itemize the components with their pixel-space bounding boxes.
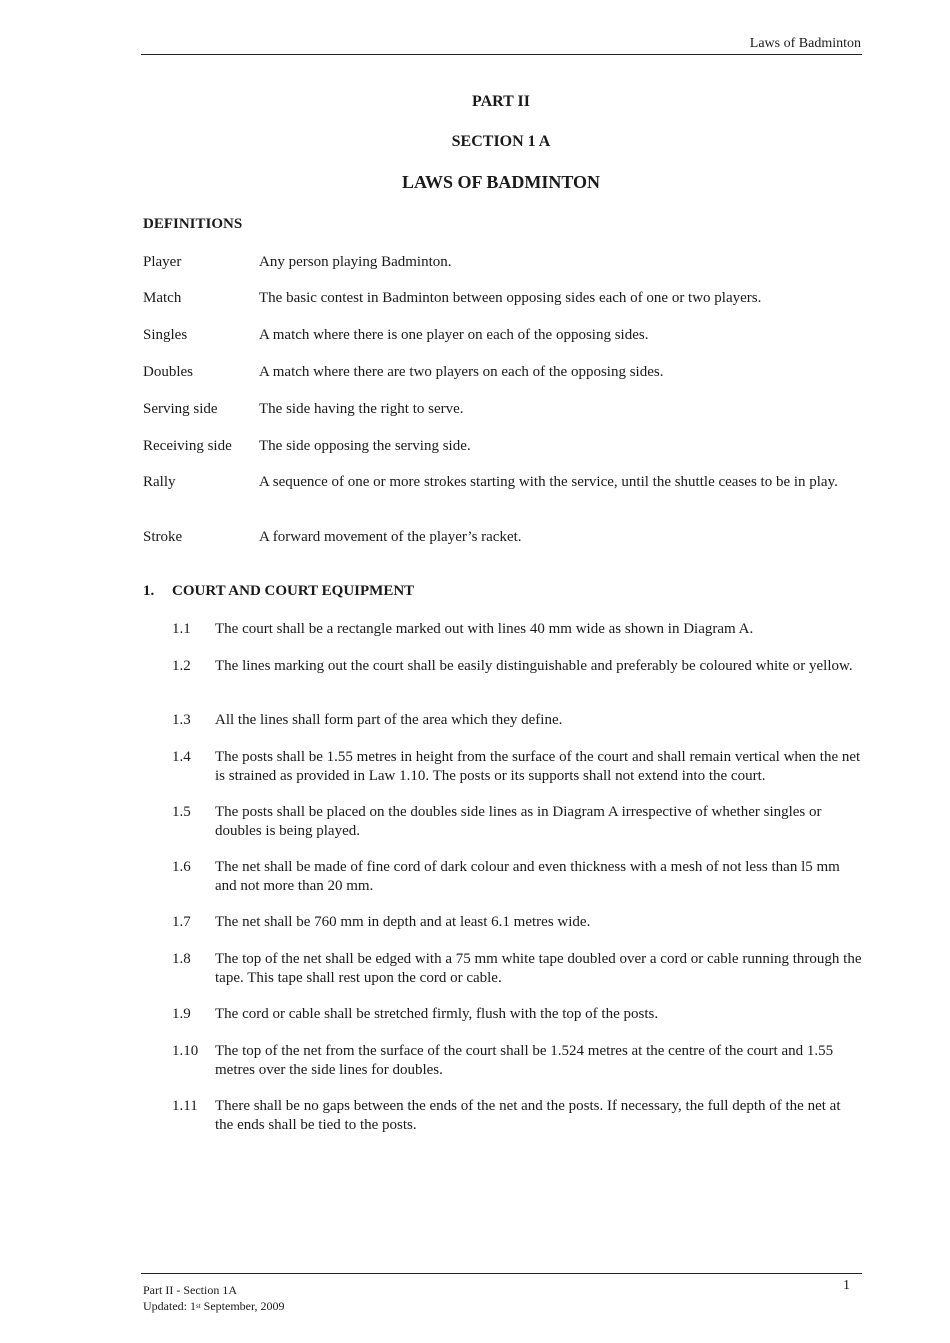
definition-term: Doubles [143, 364, 193, 380]
section-1-heading [143, 583, 414, 600]
law-number: 1.4 [172, 749, 191, 765]
law-text: All the lines shall form part of the area which they define. [215, 712, 563, 728]
definition-term: Receiving side [143, 438, 232, 454]
updated-date: September, 2009 [200, 1299, 285, 1313]
definition-term: Singles [143, 327, 188, 343]
definition-text: A forward movement of the player’s racket. [259, 529, 522, 545]
law-number: 1.10 [172, 1043, 199, 1059]
footer-section-label: Part II - Section 1A [143, 1283, 237, 1297]
law-text: The net shall be 760 mm in depth and at least 6.1 metres wide. [215, 914, 591, 930]
definition-term: Rally [143, 474, 176, 490]
definition-text: A sequence of one or more strokes starting with the service, until the shuttle ceases to be in play. [259, 474, 838, 490]
definition-text: A match where there are two players on each of the opposing sides. [259, 364, 664, 380]
updated-ordinal: st [196, 1302, 201, 1310]
definition-text: The basic contest in Badminton between opposing sides each of one or two players. [259, 290, 762, 306]
definition-term: Stroke [143, 529, 183, 545]
law-text: The net shall be made of fine cord of dark colour and even thickness with a mesh of not less than l5 mm and not more than 20 mm. [215, 859, 840, 894]
law-number: 1.2 [172, 658, 191, 674]
law-number: 1.1 [172, 621, 191, 637]
footer-info [143, 1282, 285, 1314]
section-title: COURT AND COURT EQUIPMENT [172, 583, 415, 599]
law-number: 1.11 [172, 1098, 198, 1114]
definition-text: A match where there is one player on each of the opposing sides. [259, 327, 649, 343]
law-number: 1.3 [172, 712, 191, 728]
law-number: 1.7 [172, 914, 191, 930]
definitions-heading: DEFINITIONS [143, 216, 243, 232]
law-text: The lines marking out the court shall be easily distinguishable and preferably be coloured white or yellow. [215, 658, 853, 674]
header-rule [141, 54, 862, 55]
law-number: 1.8 [172, 951, 191, 967]
law-text: The top of the net shall be edged with a 75 mm white tape doubled over a cord or cable running through the tape. This tape shall rest upon the cord or cable. [215, 951, 862, 986]
law-text: The posts shall be 1.55 metres in height from the surface of the court and shall remain vertical when the net is strained as provided in Law 1.10. The posts or its supports shall not extend into the court. [215, 749, 861, 784]
law-number: 1.5 [172, 804, 191, 820]
updated-prefix: Updated: 1 [143, 1299, 196, 1313]
footer-updated [143, 1298, 285, 1314]
footer-rule [141, 1273, 862, 1274]
law-number: 1.6 [172, 859, 191, 875]
definition-text: Any person playing Badminton. [259, 254, 452, 270]
definition-text: The side having the right to serve. [259, 401, 464, 417]
definition-term: Match [143, 290, 182, 306]
definition-term: Player [143, 254, 182, 270]
section-heading: SECTION 1 A [451, 133, 551, 150]
law-text: There shall be no gaps between the ends of the net and the posts. If necessary, the full depth of the net at the ends shall be tied to the posts. [215, 1098, 841, 1133]
definition-text: The side opposing the serving side. [259, 438, 471, 454]
section-number: 1. [143, 583, 155, 599]
definition-term: Serving side [143, 401, 218, 417]
part-heading: PART II [472, 93, 530, 110]
document-title: LAWS OF BADMINTON [401, 172, 601, 192]
law-text: The cord or cable shall be stretched firmly, flush with the top of the posts. [215, 1006, 659, 1022]
law-number: 1.9 [172, 1006, 191, 1022]
law-text: The court shall be a rectangle marked out with lines 40 mm wide as shown in Diagram A. [215, 621, 754, 637]
law-text: The posts shall be placed on the doubles side lines as in Diagram A irrespective of whether singles or doubles is being played. [215, 804, 822, 839]
law-text: The top of the net from the surface of the court shall be 1.524 metres at the centre of the court and 1.55 metres over the side lines for doubles. [215, 1043, 834, 1078]
running-header: Laws of Badminton [749, 36, 861, 51]
page-number: 1 [843, 1278, 850, 1293]
